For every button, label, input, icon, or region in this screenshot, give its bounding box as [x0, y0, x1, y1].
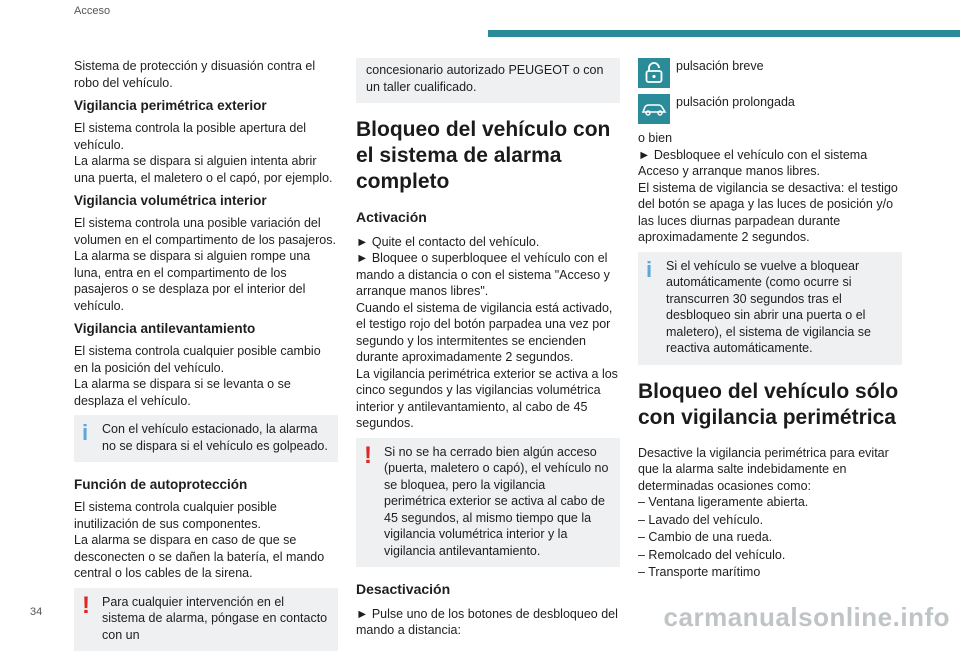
- heading-bloqueo-completo: Bloqueo del vehículo con el sistema de alarma completo: [356, 117, 620, 195]
- heading-volumetrica: Vigilancia volumétrica interior: [74, 192, 338, 209]
- car-icon: [638, 94, 670, 124]
- warning-note: [74, 588, 338, 651]
- icon-label: pulsación breve: [676, 58, 764, 75]
- note-text: Para cualquier intervención en el sistema de alarma, póngase en contacto con un: [84, 594, 328, 644]
- paragraph: El sistema controla cualquier posible cambio en la posición del vehículo.: [74, 343, 338, 376]
- paragraph: La alarma se dispara si se levanta o se desplaza el vehículo.: [74, 376, 338, 409]
- heading-activacion: Activación: [356, 209, 620, 226]
- column-2: [356, 58, 620, 643]
- warning-note: [356, 438, 620, 568]
- paragraph: La vigilancia perimétrica exterior se activa a los cinco segundos y las vigilancias volumétrica interior y antilevantamiento, al cabo de 45 segundos.: [356, 366, 620, 432]
- step: ► Pulse uno de los botones de desbloqueo del mando a distancia:: [356, 606, 620, 639]
- paragraph: La alarma se dispara si alguien intenta abrir una puerta, el maletero o el capó, por ejemplo.: [74, 153, 338, 186]
- section-title: Acceso: [74, 5, 110, 17]
- heading-antilevantamiento: Vigilancia antilevantamiento: [74, 320, 338, 337]
- note-text: Con el vehículo estacionado, la alarma no se dispara si el vehículo es golpeado.: [84, 421, 328, 454]
- paragraph: El sistema controla una posible variación del volumen en el compartimento de los pasajeros.: [74, 215, 338, 248]
- page-number: 34: [30, 606, 42, 618]
- paragraph: El sistema controla cualquier posible inutilización de sus componentes.: [74, 499, 338, 532]
- paragraph: La alarma se dispara si alguien rompe una luna, entra en el compartimento de los pasajeros o se desplaza por el interior del vehículo.: [74, 248, 338, 314]
- step: ► Desbloquee el vehículo con el sistema Acceso y arranque manos libres.: [638, 147, 902, 180]
- info-note: [74, 415, 338, 462]
- list-item: – Remolcado del vehículo.: [638, 547, 902, 564]
- note-text: concesionario autorizado PEUGEOT o con un taller cualificado.: [366, 62, 610, 95]
- header-accent-bar: [488, 30, 960, 37]
- icon-row-short-press: [638, 58, 902, 88]
- column-3: [638, 58, 902, 582]
- paragraph: Cuando el sistema de vigilancia está activado, el testigo rojo del botón parpadea una vez por segundo y los intermitentes se encienden durante aproximadamente 2 segundos.: [356, 300, 620, 366]
- warning-note-continued: [356, 58, 620, 103]
- list-item: – Cambio de una rueda.: [638, 529, 902, 546]
- icon-label: pulsación prolongada: [676, 94, 795, 111]
- watermark: carmanualsonline.info: [664, 602, 950, 633]
- unlock-icon: [638, 58, 670, 88]
- list-item: – Transporte marítimo: [638, 564, 902, 581]
- info-icon: i: [646, 258, 652, 282]
- situation-list: [638, 494, 902, 581]
- icon-row-long-press: [638, 94, 902, 124]
- paragraph: La alarma se dispara en caso de que se desconecten o se dañen la batería, el mando central o los cables de la sirena.: [74, 532, 338, 582]
- heading-vigilancia-perimetrica: Bloqueo del vehículo sólo con vigilancia perimétrica: [638, 379, 902, 431]
- intro-text: Sistema de protección y disuasión contra el robo del vehículo.: [74, 58, 338, 91]
- step: ► Bloquee o superbloquee el vehículo con el mando a distancia o con el sistema "Acceso y arranque manos libres".: [356, 250, 620, 300]
- info-icon: i: [82, 421, 88, 445]
- list-item: – Ventana ligeramente abierta.: [638, 494, 902, 511]
- paragraph: El sistema de vigilancia se desactiva: el testigo del botón se apaga y las luces de posición y/o las luces diurnas parpadean durante aproximadamente 2 segundos.: [638, 180, 902, 246]
- paragraph: El sistema controla la posible apertura del vehículo.: [74, 120, 338, 153]
- warning-icon: !: [364, 444, 372, 468]
- heading-desactivacion: Desactivación: [356, 581, 620, 598]
- note-text: Si no se ha cerrado bien algún acceso (puerta, maletero o capó), el vehículo no se bloquea, pero la vigilancia perimétrica exterior se activa al cabo de 45 segundos, al mismo tiempo que la vigilancia volumétrica interior y la vigilancia antilevantamiento.: [366, 444, 610, 560]
- warning-icon: !: [82, 594, 90, 618]
- note-text: Si el vehículo se vuelve a bloquear automáticamente (como ocurre si transcurren 30 segundos tras el desbloqueo sin abrir una puerta o el maletero), el sistema de vigilancia se reactiva automáticamente.: [648, 258, 892, 357]
- column-1: [74, 58, 338, 651]
- heading-perimetral: Vigilancia perimétrica exterior: [74, 97, 338, 114]
- step: ► Quite el contacto del vehículo.: [356, 234, 620, 251]
- paragraph: Desactive la vigilancia perimétrica para evitar que la alarma salte indebidamente en determinadas ocasiones como:: [638, 445, 902, 495]
- paragraph: o bien: [638, 130, 902, 147]
- info-note: [638, 252, 902, 365]
- heading-autoproteccion: Función de autoprotección: [74, 476, 338, 493]
- list-item: – Lavado del vehículo.: [638, 512, 902, 529]
